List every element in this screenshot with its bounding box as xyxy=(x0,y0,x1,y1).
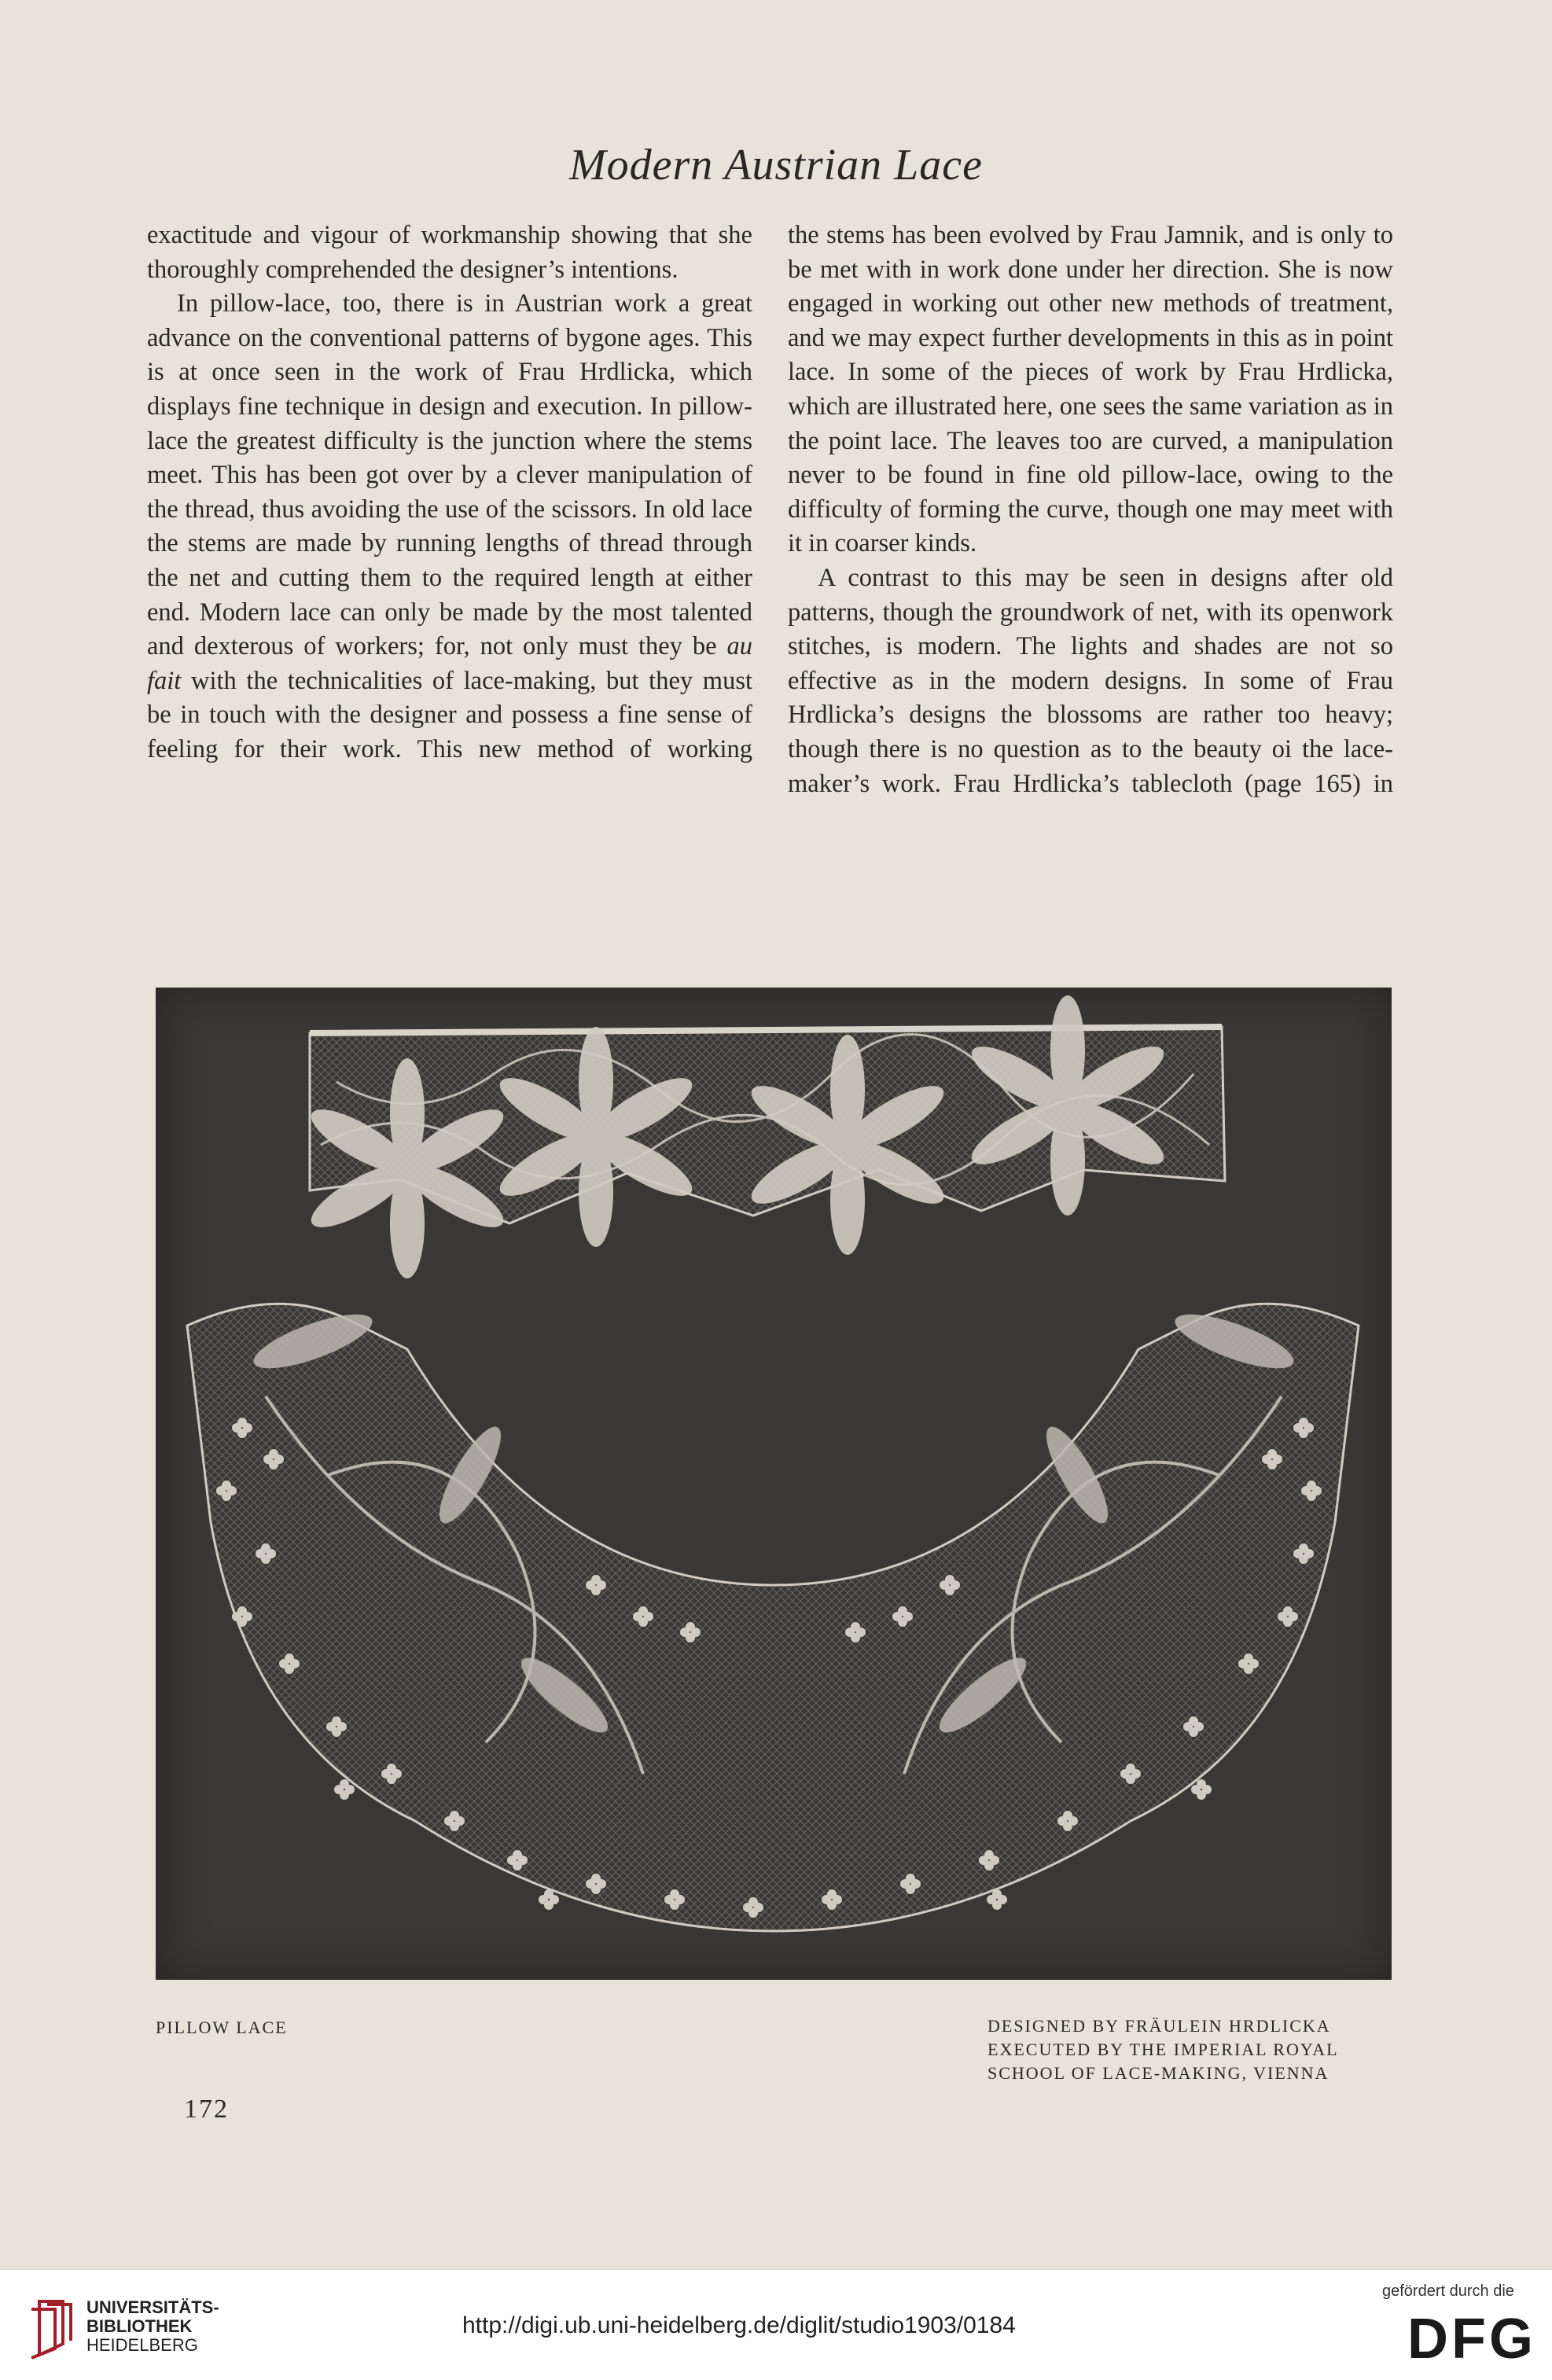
credit-line: SCHOOL OF LACE-MAKING, VIENNA xyxy=(987,2063,1329,2083)
lace-border-strip xyxy=(303,995,1225,1278)
paragraph-text: with the technicalities of lace-making, but they must be in touch with the designer and possess a fine sense of feeling for their work. This new method of working xyxy=(147,666,753,763)
funder-label: gefördert durch die xyxy=(1382,2283,1514,2300)
lace-photograph xyxy=(156,988,1392,1980)
paragraph-text: In pillow-lace, too, there is in Austrian work a great advance on the conventional patterns of bygone ages. This is at once seen in the work of Frau Hrdlicka, which displays fine technique in design and execution. In pillow-lace the greatest difficulty is the junction where the stems meet. This has been got over by a clever manipulation of the thread, thus avoiding the use of the scissors. In old lace the stems are made by running lengths of thread through the net and cutting them to the required length at either end. Modern lace can only be made by the most talented and dexterous of workers; for, not only must they be xyxy=(147,289,752,661)
university-library-logo-icon xyxy=(24,2297,79,2360)
running-title: Modern Austrian Lace xyxy=(568,141,984,189)
digitization-footer xyxy=(0,2269,1552,2380)
paragraph xyxy=(147,287,752,767)
institution-name xyxy=(86,2298,219,2355)
credit-line: DESIGNED BY FRÄULEIN HRDLICKA xyxy=(987,2016,1331,2036)
figure-caption-credits xyxy=(987,2014,1396,2085)
dfg-logo: DFG xyxy=(1407,2308,1536,2371)
italic-phrase: au fait xyxy=(147,632,753,695)
right-text-column xyxy=(788,219,1393,801)
figure-caption-left: PILLOW LACE xyxy=(156,2018,288,2037)
lace-illustration xyxy=(156,988,1392,1980)
permalink-url[interactable]: http://digi.ub.uni-heidelberg.de/diglit/studio1903/0184 xyxy=(462,2312,1016,2338)
paragraph: exactitude and vigour of workmanship showing that she thoroughly comprehended the designer’s intentions. xyxy=(147,221,752,284)
institution-line: BIBLIOTHEK xyxy=(86,2316,193,2336)
left-text-column xyxy=(147,219,752,767)
institution-line: UNIVERSITÄTS- xyxy=(86,2297,219,2317)
lace-collar xyxy=(187,1304,1359,1931)
paragraph: the stems has been evolved by Frau Jamnik, and is only to be met with in work done under her direction. She is now engaged in working out other new methods of treatment, and we may expect further developments in this as in point lace. In some of the pieces of work by Frau Hrdlicka, which are illustrated here, one sees the same variation as in the point lace. The leaves too are curved, a manipulation never to be found in fine old pillow-lace, owing to the difficulty of forming the curve, though one may meet with it in coarser kinds. xyxy=(788,221,1393,558)
page-number: 172 xyxy=(184,2095,229,2124)
credit-line: EXECUTED BY THE IMPERIAL ROYAL xyxy=(987,2040,1339,2059)
paragraph: A contrast to this may be seen in designs after old patterns, though the groundwork of net, with its openwork stitches, is modern. The lights and shades are not so effective as in the modern designs. In some of Frau Hrdlicka’s designs the blossoms are rather too heavy; though there is no question as to the beauty oi the lace-maker’s work. Frau Hrdlicka’s tablecloth (page 165) in xyxy=(788,563,1393,798)
institution-line: HEIDELBERG xyxy=(86,2335,198,2355)
